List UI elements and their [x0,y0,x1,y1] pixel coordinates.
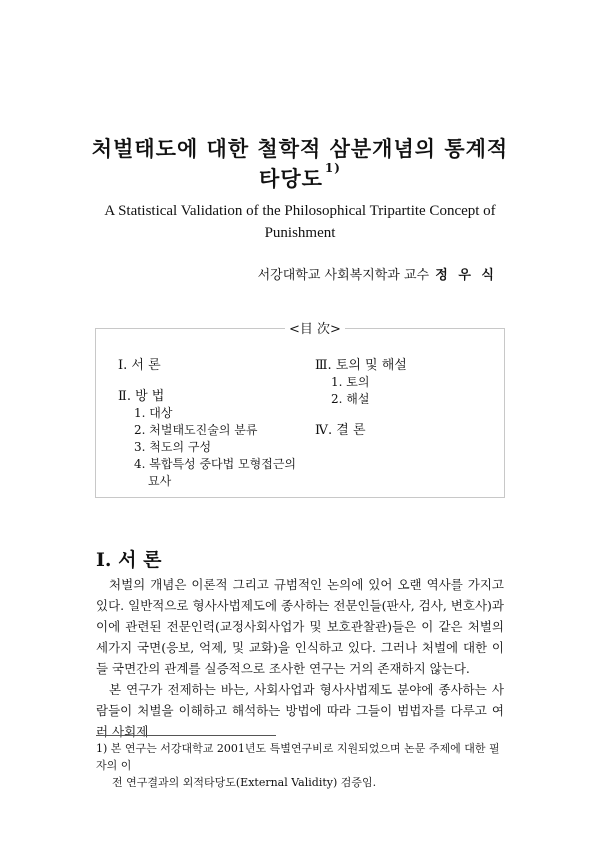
toc-item: Ⅰ. 서 론 [118,358,161,373]
title-english [60,200,540,244]
title-korean-line1: 처벌태도에 대한 철학적 삼분개념의 통계적 [91,136,509,161]
toc-item: Ⅳ. 결 론 [315,423,366,438]
title-english-line2: Punishment [264,225,336,241]
footnote-line1: 1) 본 연구는 서강대학교 2001년도 특별연구비로 지원되었으며 논문 주제에 대한 필자의 이 [96,742,500,772]
toc-item: Ⅱ. 방 법 [118,389,165,404]
footnote-line2: 전 연구결과의 외적타당도(External Validity) 검증임. [112,776,377,789]
section-heading: I. 서 론 [96,549,162,571]
footnote-divider [96,735,276,736]
title-korean-line2-text: 타당도 [259,166,323,191]
toc-item: 1. 대상 [134,406,173,420]
paragraph: 처벌의 개념은 이론적 그리고 규범적인 논의에 있어 오랜 역사를 가지고 있다. 일반적으로 형사사법제도에 종사하는 전문인들(판사, 검사, 변호사)과 이에 관련된 전문인력(교정사회사업가 및 보호관찰관)들은 이 같은 처벌의 세가지 국면(응보, 억제, 및 교화)을 인식하고 있다. 그러나 처벌에 대한 이들 국면간의 관계를 실증적으로 조사한 연구는 거의 존재하지 않는다. [96,577,504,676]
author-name: 정 우 식 [435,268,497,283]
toc-heading: <目 次> [285,318,345,337]
body-text [96,574,504,742]
toc-item: 3. 척도의 구성 [134,440,212,454]
toc-left-column [118,357,296,490]
author-affiliation: 서강대학교 사회복지학과 교수 [257,268,430,283]
title-english-line1: A Statistical Validation of the Philosophical Tripartite Concept of [104,203,496,219]
paragraph: 본 연구가 전제하는 바는, 사회사업과 형사사법제도 분야에 종사하는 사람들이 처벌을 이해하고 해석하는 방법에 따라 그들이 범법자를 다루고 여러 사회제 [96,682,504,739]
toc-right-column [315,357,407,439]
title-korean-line2 [0,163,600,193]
toc-item: Ⅲ. 토의 및 해설 [315,358,407,373]
toc-item: 1. 토의 [331,375,370,389]
footnote [96,740,504,791]
author-line [258,264,497,283]
toc-item: 묘사 [148,474,172,488]
toc-item: 4. 복합특성 중다법 모형접근의 [134,457,296,471]
footnote-marker: 1) [324,161,341,175]
toc-item: 2. 처벌태도진술의 분류 [134,423,258,437]
toc-item: 2. 해설 [331,392,370,406]
